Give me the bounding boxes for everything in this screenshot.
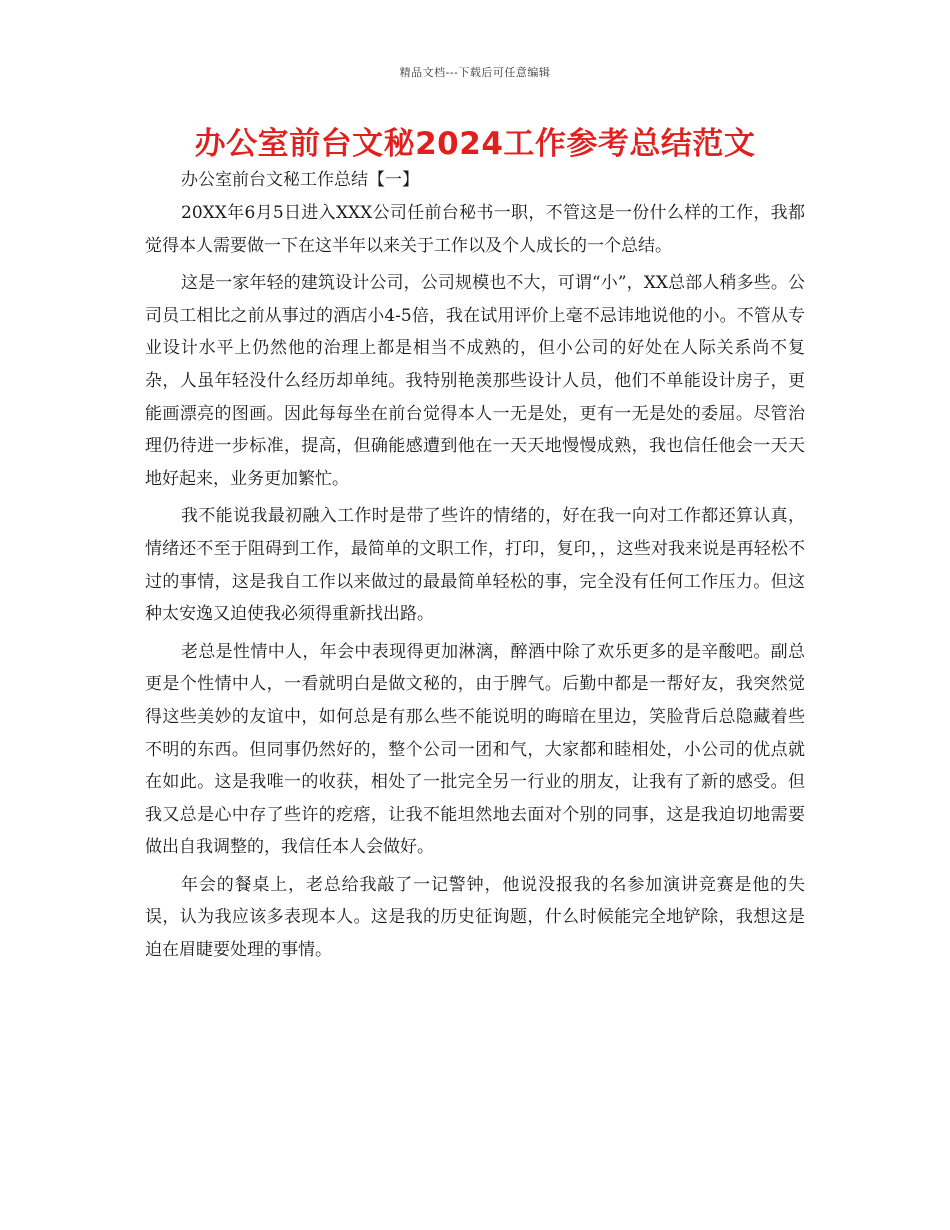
paragraph-5: 年会的餐桌上，老总给我敲了一记警钟，他说没报我的名参加演讲竞赛是他的失误，认为我应该多表现本人。这是我的历史征询题，什么时候能完全地铲除，我想这是迫在眉睫要处理的事情。 — [145, 874, 805, 961]
section-subtitle: 办公室前台文秘工作总结【一】 — [181, 170, 419, 190]
paragraph-1: 20XX年6月5日进入XXX公司任前台秘书一职，不管这是一份什么样的工作，我都觉得本人需要做一下在这半年以来关于工作以及个人成长的一个总结。 — [145, 203, 805, 256]
document-title: 办公室前台文秘2024工作参考总结范文 — [194, 126, 756, 162]
paragraph-3: 我不能说我最初融入工作时是带了些许的情绪的，好在我一向对工作都还算认真，情绪还不至于阻碍到工作，最简单的文职工作，打印，复印，，这些对我来说是再轻松不过的事情，这是我自工作以来做过的最最简单轻松的事，完全没有任何工作压力。但这种太安逸又迫使我必须得重新找出路。 — [145, 506, 805, 625]
paragraph-2: 这是一家年轻的建筑设计公司，公司规模也不大，可谓“小”，XX总部人稍多些。公司员工相比之前从事过的酒店小4-5倍，我在试用评价上毫不忌讳地说他的小。不管从专业设计水平上仍然他的治理上都是相当不成熟的，但小公司的好处在人际关系尚不复杂，人虽年轻没什么经历却单纯。我特别艳羡那些设计人员，他们不单能设计房子，更能画漂亮的图画。因此每每坐在前台觉得本人一无是处，更有一无是处的委屈。尽管治理仍待进一步标准，提高，但确能感遭到他在一天天地慢慢成熟，我也信任他会一天天地好起来，业务更加繁忙。 — [145, 273, 805, 489]
header-note: 精品文档---下载后可任意编辑 — [399, 66, 551, 79]
paragraph-4: 老总是性情中人，年会中表现得更加淋漓，醉酒中除了欢乐更多的是辛酸吧。副总更是个性情中人，一看就明白是做文秘的，由于脾气。后勤中都是一帮好友，我突然觉得这些美妙的友谊中，如何总是有那么些不能说明的晦暗在里边，笑脸背后总隐藏着些不明的东西。但同事仍然好的，整个公司一团和气，大家都和睦相处，小公司的优点就在如此。这是我唯一的收获，相处了一批完全另一行业的朋友，让我有了新的感受。但我又总是心中存了些许的疙瘩，让我不能坦然地去面对个别的同事，这是我迫切地需要做出自我调整的，我信任本人会做好。 — [145, 641, 805, 858]
document-body — [145, 163, 805, 972]
